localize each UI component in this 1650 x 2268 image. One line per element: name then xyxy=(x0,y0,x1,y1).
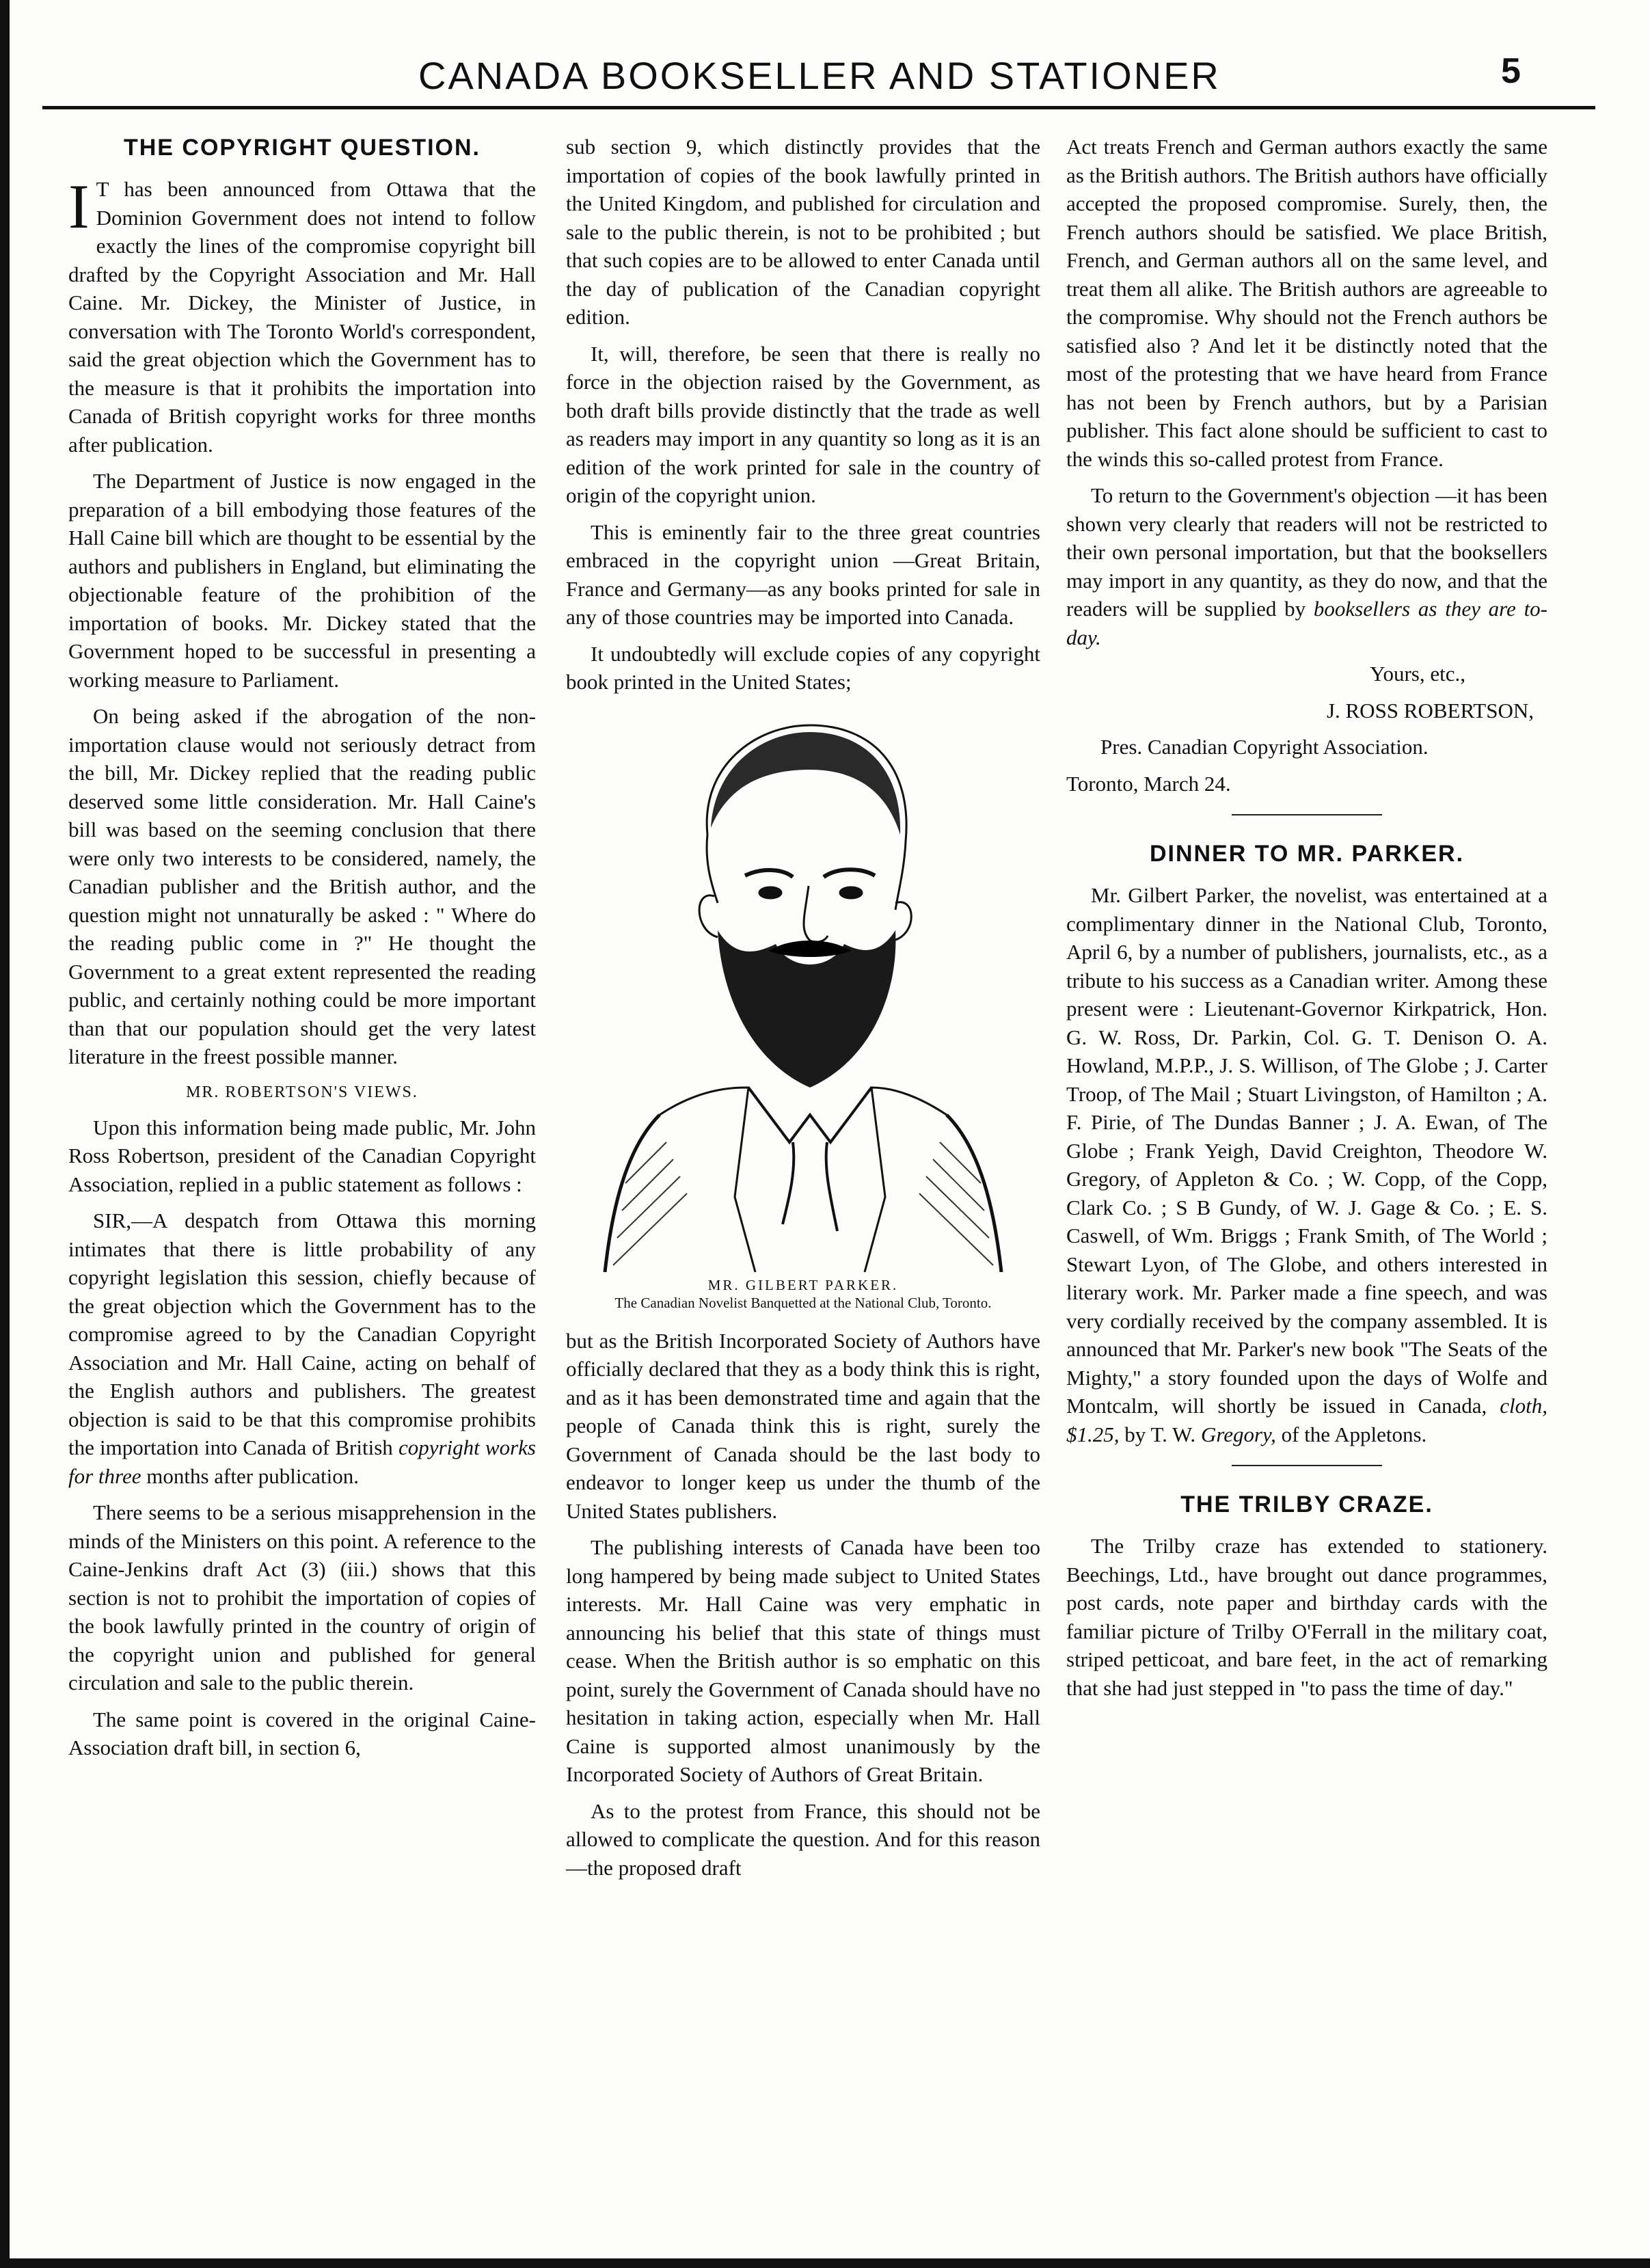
paragraph: but as the British Incorporated Society of Authors have officially declared that they as a body think this is right, and as it has been demonstrated time and again that the people of Canada think this is right, surely the Government of Canada should be the last body to endeavor to longer keep us under the thumb of the United States publishers. xyxy=(566,1328,1040,1523)
caption-name: MR. GILBERT PARKER. xyxy=(707,1276,899,1293)
bottom-edge-rule xyxy=(0,2258,1650,2268)
italic-text: copyright works for three xyxy=(68,1435,536,1488)
signature-dateline: Toronto, March 24. xyxy=(1066,771,1231,796)
paragraph: As to the protest from France, this should not be allowed to complicate the question. And for this reason—the proposed draft xyxy=(566,1798,1040,1880)
paragraph: It, will, therefore, be seen that there is really no force in the objection raised by the Government, as both draft bills provide distinctly that the trade as well as readers may import in any quantity so long as it is an edition of the work printed for sale in the country of origin of the copyright union. xyxy=(566,341,1040,507)
paragraph: The same point is covered in the original Caine-Association draft bill, in section 6, xyxy=(68,1707,536,1759)
column-1 xyxy=(68,133,536,1770)
paragraph: sub section 9, which distinctly provides that the importation of copies of the book lawfully printed in the United Kingdom, and published for circulation and sale to the public therein, is not to be prohibited ; but that such copies are to be allowed to enter Canada until the day of publication of the Canadian copyright edition. xyxy=(566,135,1040,329)
section-separator xyxy=(1232,1465,1382,1466)
page-number: 5 xyxy=(1501,51,1521,91)
header-rule xyxy=(42,106,1595,109)
paragraph: There seems to be a serious misapprehension in the minds of the Ministers on this point. A reference to the Caine-Jenkins draft Act (3) (iii.) shows that this section is not to prohibit the importation of copies of the book lawfully printed in the country of origin of the copyright union and published for general circulation and sale to the public therein. xyxy=(68,1500,536,1695)
paragraph: It undoubtedly will exclude copies of any copyright book printed in the United States; xyxy=(566,641,1040,694)
caption-line: The Canadian Novelist Banquetted at the National Club, Toronto. xyxy=(614,1294,992,1311)
paragraph: Upon this information being made public, Mr. John Ross Robertson, president of the Canadian Copyright Association, replied in a public statement as follows : xyxy=(68,1115,536,1196)
signature-title: Pres. Canadian Copyright Association. xyxy=(1100,735,1429,759)
paragraph: SIR,—A despatch from Ottawa this morning intimates that there is little probability of any copyright legislation this session, chiefly because of the great objection which the Government has to the compromise agreed to by the Canadian Copyright Association and Mr. Hall Caine, acting on behalf of the English authors and publishers. The greatest objection is said to be that this compromise prohibits the importation into Canada of British copyright works for three months after publication. xyxy=(68,1209,536,1488)
italic-text: booksellers as they are to-day. xyxy=(1066,597,1548,649)
masthead-title: CANADA BOOKSELLER AND STATIONER xyxy=(418,54,1221,97)
article-heading-copyright: THE COPYRIGHT QUESTION. xyxy=(123,135,481,161)
left-edge-rule xyxy=(0,0,10,2268)
signature-yours: Yours, etc., xyxy=(1370,662,1465,686)
section-separator xyxy=(1232,814,1382,815)
paragraph: To return to the Government's objection —it has been shown very clearly that readers will not be restricted to their own personal importation, but that the booksellers may import in any quantity, as they do now, and that the readers will be supplied by booksellers as they are to-day. xyxy=(1066,483,1548,649)
column-3 xyxy=(1066,133,1547,1710)
paragraph: The publishing interests of Canada have been too long hampered by being made subject to United States interests. Mr. Hall Caine was very emphatic in announcing his belief that this state of things must cease. When the British author is so emphatic on this point, surely the Government of Canada should have no hesitation in taking action, especially when Mr. Hall Caine is supported almost unanimously by the Incorporated Society of Authors of Great Britain. xyxy=(566,1535,1040,1786)
paragraph: Act treats French and German authors exactly the same as the British authors. The British authors have officially accepted the proposed compromise. Surely, then, the French authors should be satisfied. We place British, French, and German authors all on the same level, and treat them all alike. The British authors are agreeable to the compromise. Why should not the French authors be satisfied also ? And let it be distinctly noted that the most of the protesting that we have heard from France has not been by French authors, but by a Parisian publisher. This fact alone should be sufficient to cast to the winds this so-called protest from France. xyxy=(1066,135,1547,471)
paragraph: This is eminently fair to the three great countries embraced in the copyright union —Great Britain, France and Germany—as any books printed for sale in any of those countries may be imported into Canada. xyxy=(566,519,1040,629)
signature-name: J. ROSS ROBERTSON, xyxy=(1326,698,1534,723)
subheading-robertson-views: MR. ROBERTSON'S VIEWS. xyxy=(186,1083,418,1101)
paragraph: On being asked if the abrogation of the non-importation clause would not seriously detract from the bill, Mr. Dickey replied that the reading public deserved some little consideration. Mr. Hall Caine's bill was based on the seeming conclusion that there were only two interests to be considered, namely, the Canadian publisher and the British author, and the question might not unnaturally be asked : " Where do the reading public come in ?" He thought the Government to a great extent represented the reading public, and certainly nothing could be more important than that our population should get the very latest literature in the freest possible manner. xyxy=(68,704,536,1068)
paragraph: I T has been announced from Ottawa that the Dominion Government does not intend to follow exactly the lines of the compromise copyright bill drafted by the Copyright Association and Mr. Hall Caine. Mr. Dickey, the Minister of Justice, in conversation with The Toronto World's correspondent, said the great objection which the Government has to the measure is that it prohibits the importation into Canada of British copyright works for three months after publication. xyxy=(68,172,536,457)
article-heading-trilby: THE TRILBY CRAZE. xyxy=(1180,1491,1433,1517)
paragraph: Mr. Gilbert Parker, the novelist, was entertained at a complimentary dinner in the National Club, Toronto, April 6, by a number of publishers, journalists, etc., as a tribute to his success as a Canadian writer. Among these present were : Lieutenant-Governor Kirkpatrick, Hon. G. W. Ross, Dr. Parkin, Col. G. T. Denison O. A. Howland, M.P.P., J. S. Willison, of The Globe ; J. Carter Troop, of The Mail ; Stuart Livingston, of Hamilton ; A. F. Pirie, of The Dundas Banner ; J. A. Ewan, of The Globe ; Frank Yeigh, David Creighton, Theodore W. Gregory, of Appleton & Co. ; W. Copp, of the Copp, Clark Co. ; S B Gundy, of W. J. Gage & Co. ; E. S. Caswell, of Wm. Briggs ; Frank Smith, of The World ; Stewart Lyon, of The Globe, and others interested in literary work. Mr. Parker made a fine speech, and was very cordially received by the company assembled. It is announced that Mr. Parker's new book "The Seats of the Mighty," a story founded upon the days of Wolfe and Montcalm, will shortly be issued in Canada, cloth, $1.25, by T. W. Gregory, of the Appletons. xyxy=(1066,883,1548,1446)
column-2 xyxy=(566,133,1040,1890)
paragraph: The Trilby craze has extended to stationery. Beechings, Ltd., have brought out dance programmes, post cards, note paper and birthday cards with the familiar picture of Trilby O'Ferrall in the military coat, striped petticoat, and bare feet, in the act of remarking that she had just stepped in "to pass the time of day." xyxy=(1066,1534,1547,1700)
drop-cap: I xyxy=(68,172,90,241)
paragraph: The Department of Justice is now engaged in the preparation of a bill embodying those features of the Hall Caine bill which are thought to be essential by the authors and publishers in England, but eliminating the objectionable feature of the prohibition of the importation of books. Mr. Dickey stated that the Government hoped to be successful in presenting a working measure to Parliament. xyxy=(68,469,536,692)
article-heading-dinner: DINNER TO MR. PARKER. xyxy=(1149,841,1465,867)
portrait-caption xyxy=(566,1276,1040,1312)
portrait-illustration xyxy=(584,705,1022,1272)
